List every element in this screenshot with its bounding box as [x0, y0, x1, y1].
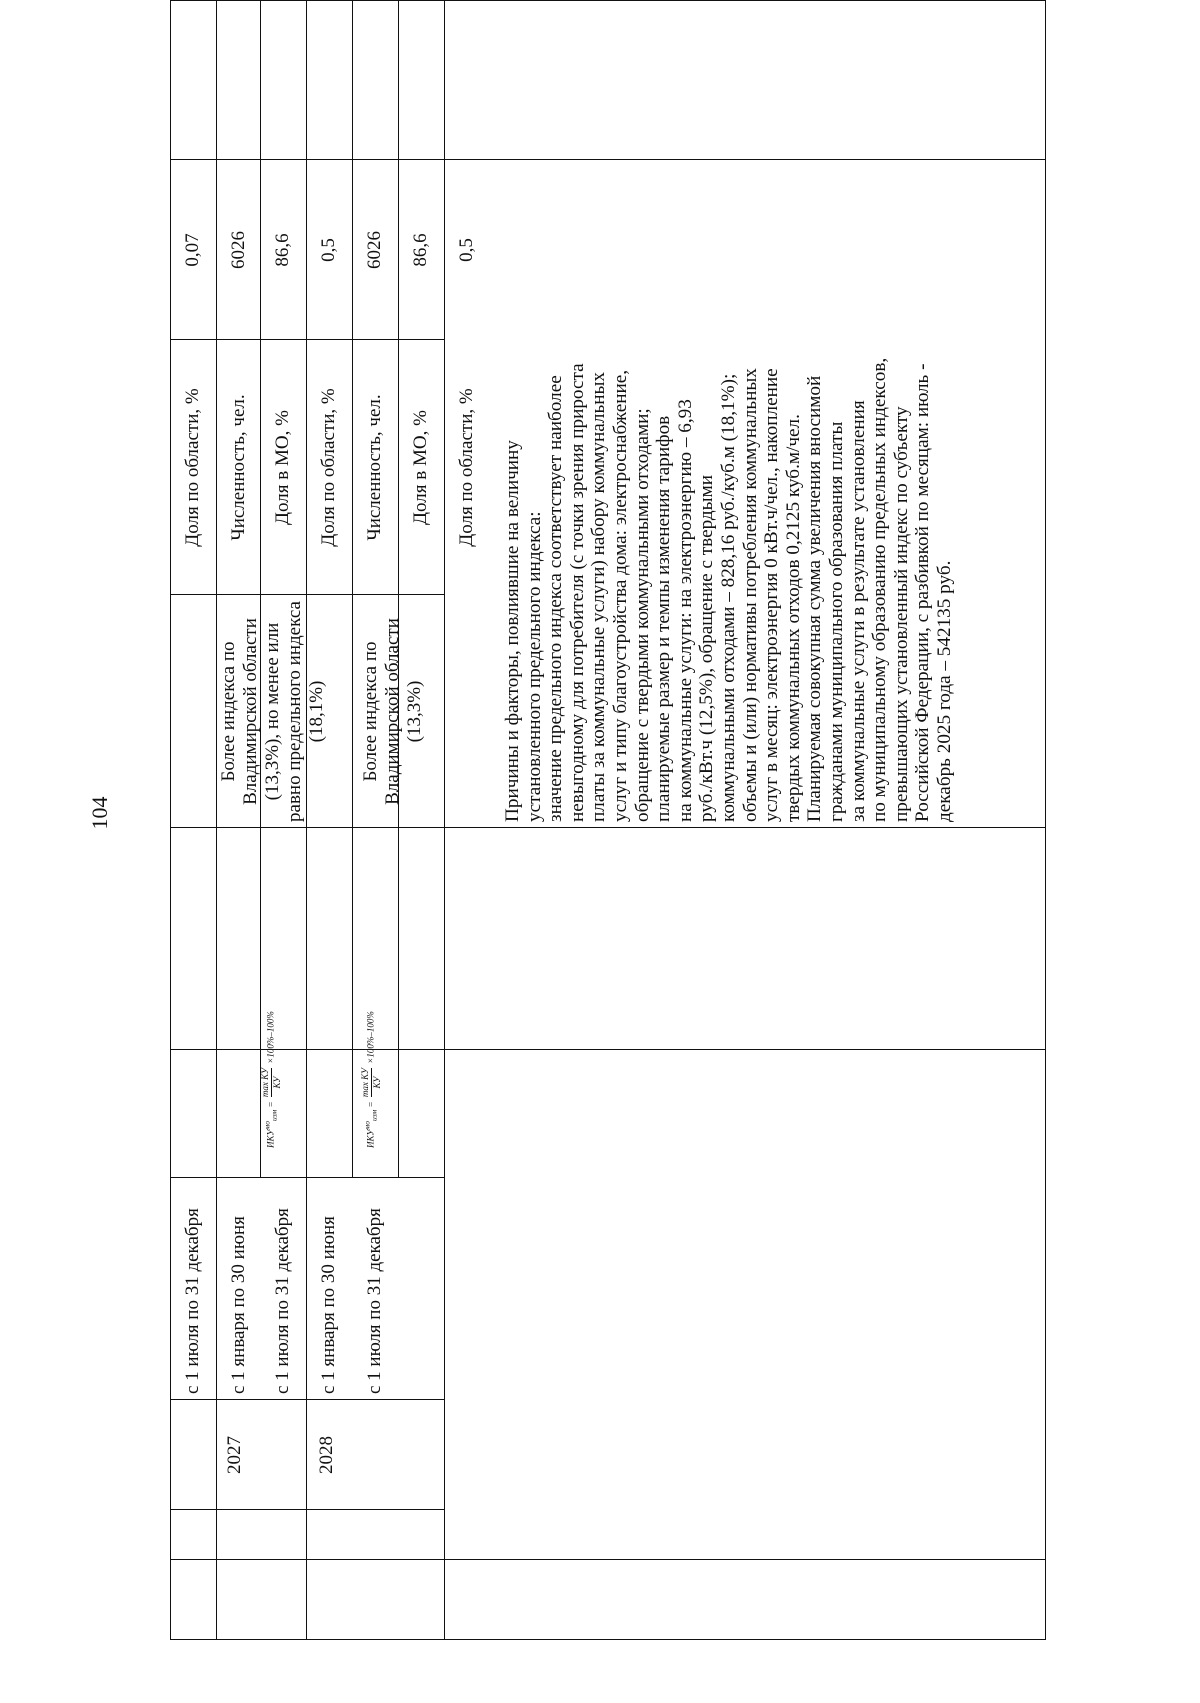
value-cell: 6026 [228, 231, 249, 269]
period-cell: с 1 июля по 31 декабря [364, 1208, 385, 1394]
reasons-text: Причины и факторы, повлиявшие на величину установленного предельного индекса: значение предельного индекса соответствует наиболее невыгодному для потребителя (с точки зрения прироста платы за коммунальные услуги) набору коммунальных услуг и типу благоустройства дома: электроснабжение, обращение с твердыми коммунальными отходами; планируемые размер и темпы изменения тарифов на коммунальные услуги: на электроэнергию – 6,93 руб./кВт.ч (12,5%), обращение с твердыми коммунальными отходами – 828,16 руб./куб.м (18,1%); объемы и (или) нормативы потребления коммунальных услуг в месяц: электроэнергия 0 кВт.ч/чел., накопление твердых коммунальных отходов 0,2125 куб.м/чел. Планируемая совокупная сумма увеличения вносимой гражданами муниципального образования платы за коммунальные услуги в результате установления по муниципальному образованию предельных индексов, превышающих установленный индекс по субъекту Российской Федерации, с разбивкой по месяцам: июль - декабрь 2025 года – 542135 руб. [502, 357, 955, 822]
condition-cell: Более индекса по Владимирской области (13,3%), но менее или равно предельного индекса (18,1%) [218, 601, 327, 822]
page-number: 104 [87, 796, 112, 830]
period-cell: с 1 июля по 31 декабря [272, 1208, 293, 1394]
value-cell: 0,5 [318, 238, 339, 262]
row-divider [216, 0, 217, 1640]
row-divider [352, 0, 353, 1178]
col-divider [170, 339, 444, 340]
col-divider [170, 1399, 444, 1400]
col-divider [170, 1509, 444, 1510]
value-cell: 6026 [364, 231, 385, 269]
period-cell: с 1 января по 30 июня [228, 1216, 249, 1394]
col-divider [170, 827, 1045, 828]
value-cell: 0,07 [182, 233, 203, 267]
col-divider [170, 1639, 1045, 1640]
indicator-cell: Доля в МО, % [272, 410, 293, 525]
year-cell: 2028 [316, 1436, 337, 1474]
indicator-cell: Доля по области, % [182, 388, 203, 547]
table-top-border [170, 0, 171, 1640]
value-cell: 86,6 [410, 233, 431, 267]
indicator-cell: Доля по области, % [456, 388, 477, 547]
value-cell: 86,6 [272, 233, 293, 267]
indicator-cell: Численность, чел. [228, 394, 249, 541]
condition-cell: Более индекса по Владимирской области (13,3%) [360, 618, 425, 805]
rotated-table [170, 0, 1080, 1640]
row-divider [260, 0, 261, 1178]
value-cell: 0,5 [456, 238, 477, 262]
col-divider [170, 1049, 1045, 1050]
table-bottom-border [1045, 0, 1046, 1640]
col-divider [170, 594, 444, 595]
col-divider [170, 1559, 1045, 1560]
year-cell: 2027 [224, 1436, 245, 1474]
indicator-cell: Численность, чел. [364, 394, 385, 541]
indicator-cell: Доля по области, % [318, 388, 339, 547]
formula-cell: $ИКУ^{мо}_{изм}$ = max КУ КУ ×100%–100% [260, 1011, 282, 1148]
row-divider [398, 0, 399, 1178]
row-divider [444, 0, 445, 1640]
col-divider [170, 1177, 444, 1178]
col-divider [170, 0, 1045, 1]
period-cell: с 1 января по 30 июня [318, 1216, 339, 1394]
formula-cell: $ИКУ^{мо}_{изм}$ = max КУ КУ ×100%–100% [360, 1011, 382, 1148]
period-cell: с 1 июля по 31 декабря [182, 1208, 203, 1394]
indicator-cell: Доля в МО, % [410, 410, 431, 525]
